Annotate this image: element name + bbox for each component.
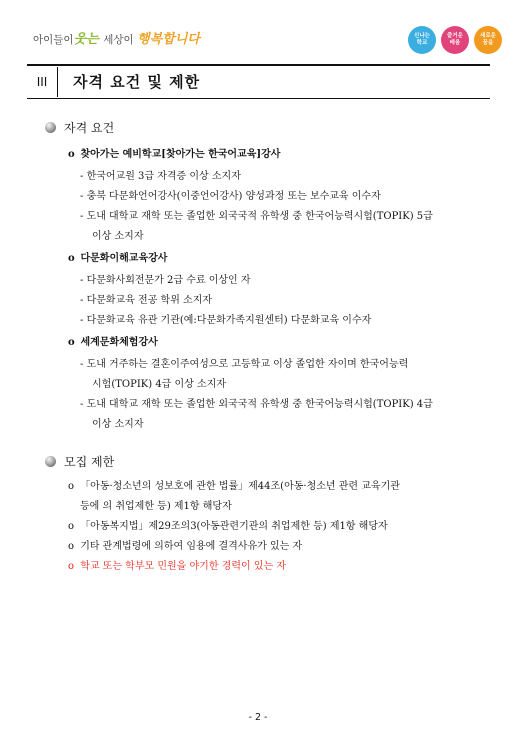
circle-bullet-icon: o: [68, 337, 75, 348]
section-title: 자격 요건 및 제한: [73, 73, 201, 91]
section-number: III: [27, 67, 58, 97]
slogan-word-smile: 웃는: [73, 32, 104, 47]
list-item: - 도내 대학교 재학 또는 졸업한 외국국적 유학생 중 한국어능력시험(TOPIK) 5급: [80, 211, 433, 222]
circle-bullet-icon: o: [68, 521, 75, 532]
page-number: - 2 -: [248, 712, 268, 723]
restriction-item: o 「아동·청소년의 성보호에 관한 법률」제44조(아동·청소년 관련 교육기관: [68, 481, 400, 492]
list-item: - 다문화교육 유관 기관(예:다문화가족지원센터) 다문화교육 이수자: [80, 315, 372, 326]
circle-bullet-icon: o: [68, 253, 75, 264]
list-item-continuation: 이상 소지자: [92, 231, 144, 242]
slogan-prefix: 아이들이: [33, 34, 74, 46]
restrictions-heading-text: 모집 제한: [64, 455, 115, 469]
qualifications-heading-text: 자격 요건: [64, 121, 115, 135]
group-title: o 다문화이해교육강사: [68, 253, 168, 264]
badge-happy-learning: 즐거운 배움: [441, 26, 469, 54]
restriction-item: o 「아동복지법」제29조의3(아동관련기관의 취업제한 등) 제1항 해당자: [68, 521, 388, 532]
circle-bullet-icon: o: [68, 149, 75, 160]
list-item-continuation: 이상 소지자: [92, 419, 144, 430]
list-item: - 다문화사회전문가 2급 수료 이상인 자: [80, 275, 251, 286]
circle-bullet-icon: o: [68, 481, 75, 492]
restriction-item-highlight: o 학교 또는 학부모 민원을 야기한 경력이 있는 자: [68, 561, 286, 572]
circle-bullet-icon: o: [68, 541, 75, 552]
list-item: - 한국어교원 3급 자격증 이상 소지자: [80, 171, 241, 182]
group-title: o 세계문화체험강사: [68, 337, 158, 348]
badge-new-dream: 새로운 꿈을: [474, 26, 502, 54]
list-item: - 충북 다문화언어강사(이중언어강사) 양성과정 또는 보수교육 이수자: [80, 191, 381, 202]
group-title: o 찾아가는 예비학교[찾아가는 한국어교육]강사: [68, 149, 281, 160]
list-item: - 도내 대학교 재학 또는 졸업한 외국국적 유학생 중 한국어능력시험(TOPIK) 4급: [80, 399, 433, 410]
bullet-sphere-icon: [45, 122, 56, 133]
slogan-mid: 세상이: [103, 34, 138, 46]
list-item-continuation: 시험(TOPIK) 4급 이상 소지자: [92, 379, 226, 390]
qualifications-heading: [45, 119, 114, 136]
circle-bullet-icon: o: [68, 561, 75, 572]
bullet-sphere-icon: [45, 456, 56, 467]
list-item: - 도내 거주하는 결혼이주여성으로 고등학교 이상 졸업한 자이며 한국어능력: [80, 359, 409, 370]
restriction-item-continuation: 등에 의 취업제한 등) 제1항 해당자: [80, 501, 232, 512]
restrictions-heading: [45, 453, 114, 470]
list-item: - 다문화교육 전공 학위 소지자: [80, 295, 213, 306]
badge-fun-school: 신나는 학교: [408, 26, 436, 54]
restriction-item: o 기타 관계법령에 의하여 임용에 결격사유가 있는 자: [68, 541, 303, 552]
slogan-word-happy: 행복합니다: [137, 32, 200, 47]
